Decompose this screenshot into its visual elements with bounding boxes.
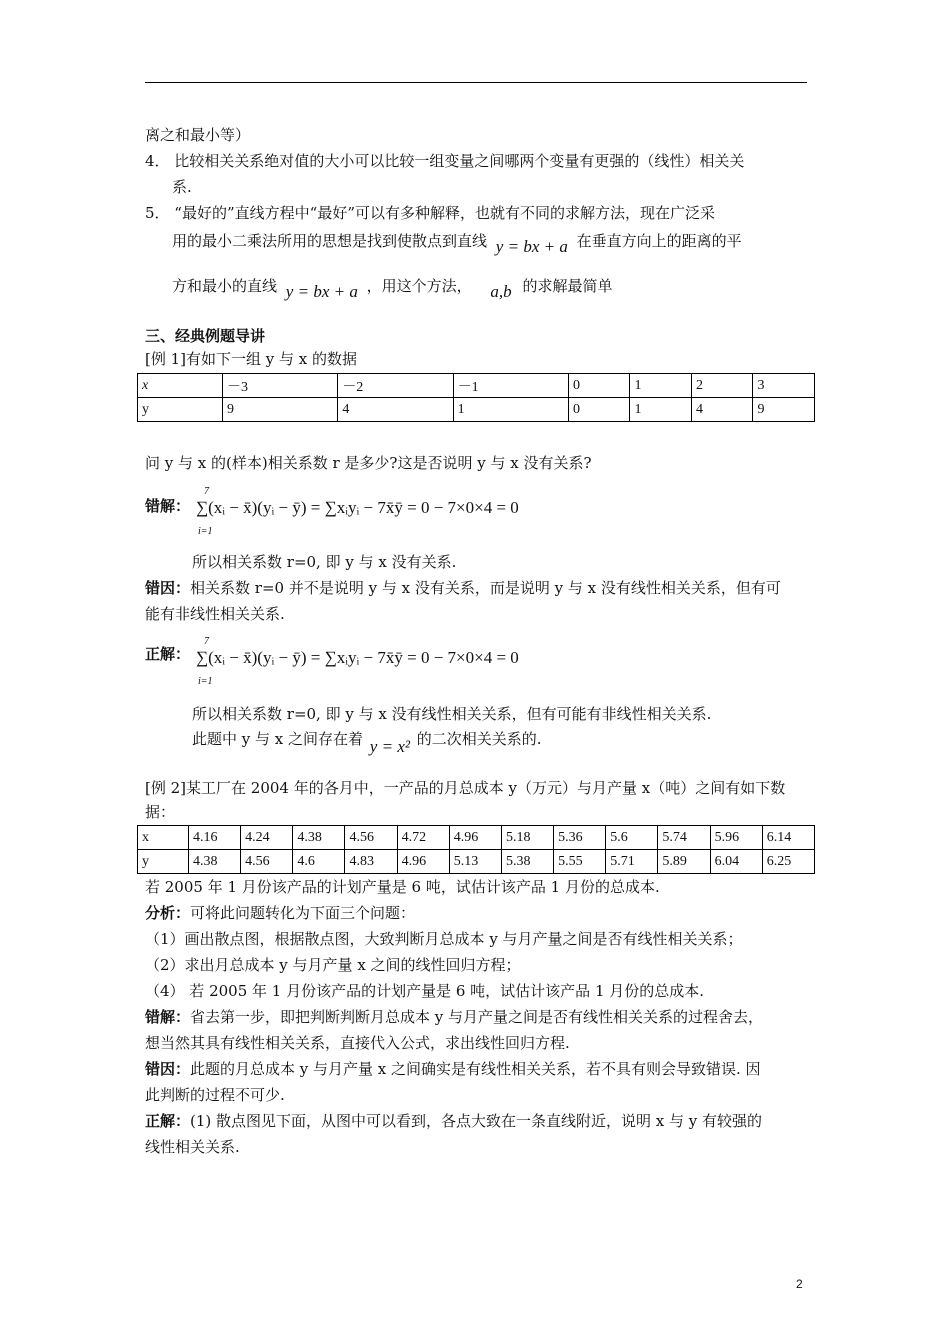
cause-text-2: 此题的月总成本 y 与月产量 x 之间确实是有线性相关关系，若不具有则会导致错误. 因 bbox=[190, 1060, 761, 1078]
step-1: （1）画出散点图，根据散点图，大致判断月总成本 y 与月产量之间是否有线性相关关系； bbox=[145, 930, 743, 948]
item-5-text-b: 在垂直方向上的距离的平 bbox=[576, 232, 742, 250]
correct-conclusion-text-b: 的二次相关关系的. bbox=[416, 730, 542, 748]
table-cell: 4.56 bbox=[241, 850, 293, 874]
example-1-text: 有如下一组 y 与 x 的数据 bbox=[186, 350, 358, 368]
correct-conclusion-2 bbox=[192, 729, 542, 756]
example-2-text: 某工厂在 2004 年的各月中，一产品的月总成本 y（万元）与月产量 x（吨）之间有如下数 bbox=[186, 779, 786, 797]
table-cell: －2 bbox=[338, 374, 453, 398]
table-cell: 5.13 bbox=[449, 850, 501, 874]
table-cell: 5.36 bbox=[554, 826, 606, 850]
example-1-question: 问 y 与 x 的(样本)相关系数 r 是多少?这是否说明 y 与 x 没有关系? bbox=[145, 454, 592, 472]
table-cell: 4.96 bbox=[397, 850, 449, 874]
analysis-line bbox=[145, 903, 415, 923]
example-2-tag: [例 2] bbox=[145, 779, 187, 797]
table-cell: 4.16 bbox=[189, 826, 241, 850]
table-cell: 4.72 bbox=[397, 826, 449, 850]
cause-label-2: 错因： bbox=[145, 1060, 191, 1078]
correct-2-line-1 bbox=[145, 1111, 762, 1131]
correct-label-2: 正解： bbox=[145, 1112, 191, 1130]
table-cell: 2 bbox=[691, 374, 753, 398]
table-cell: 1 bbox=[630, 398, 692, 422]
table-cell: 4.38 bbox=[293, 826, 345, 850]
correct-conclusion-1: 所以相关系数 r=0, 即 y 与 x 没有线性相关关系，但有可能有非线性相关关系. bbox=[192, 705, 712, 723]
table-cell: 1 bbox=[453, 398, 568, 422]
table-cell: y bbox=[138, 850, 189, 874]
table-cell: 4.24 bbox=[241, 826, 293, 850]
correct-conclusion-text-a: 此题中 y 与 x 之间存在着 bbox=[192, 730, 364, 748]
cause-2-line-1 bbox=[145, 1059, 761, 1079]
item-5-line-2 bbox=[172, 231, 742, 256]
example-2-table bbox=[137, 825, 815, 874]
table-cell: 0 bbox=[568, 374, 630, 398]
table-cell: 4.56 bbox=[345, 826, 397, 850]
header-rule bbox=[145, 82, 807, 83]
table-cell: y bbox=[138, 398, 223, 422]
table-row bbox=[138, 398, 815, 422]
cause-2-line-2: 此判断的过程不可少. bbox=[145, 1086, 285, 1104]
analysis-text: 可将此问题转化为下面三个问题： bbox=[190, 904, 416, 922]
analysis-label: 分析： bbox=[145, 904, 191, 922]
table-row bbox=[138, 374, 815, 398]
table-cell: 9 bbox=[753, 398, 815, 422]
table-cell: 1 bbox=[630, 374, 692, 398]
table-cell: －1 bbox=[453, 374, 568, 398]
table-cell: 5.38 bbox=[501, 850, 553, 874]
item-5-text-c: 方和最小的直线 bbox=[172, 277, 278, 295]
table-cell: 4.38 bbox=[189, 850, 241, 874]
item-5-text-e: 的求解最简单 bbox=[522, 277, 613, 295]
table-cell: 5.18 bbox=[501, 826, 553, 850]
table-cell: 0 bbox=[568, 398, 630, 422]
sum-lower-limit: i=1 bbox=[198, 526, 213, 537]
item-5-text-d: ，用这个方法， bbox=[366, 277, 472, 295]
wrong-conclusion: 所以相关系数 r=0, 即 y 与 x 没有关系. bbox=[192, 553, 457, 571]
table-cell: 4 bbox=[338, 398, 453, 422]
step-4: （4） 若 2005 年 1 月份该产品的计划产量是 6 吨，试估计该产品 1 月份的总成本. bbox=[145, 982, 705, 1000]
item-4-line-1: 4． 比较相关关系绝对值的大小可以比较一组变量之间哪两个变量有更强的（线性）相关关 bbox=[145, 152, 745, 170]
item-5-line-1: 5． “最好的”直线方程中“最好”可以有多种解释，也就有不同的求解方法，现在广泛采 bbox=[145, 204, 715, 222]
item-5-text-a: 用的最小二乘法所用的思想是找到使散点到直线 bbox=[172, 232, 488, 250]
step-2: （2）求出月总成本 y 与月产量 x 之间的线性回归方程； bbox=[145, 956, 521, 974]
item-5-line-3 bbox=[172, 276, 613, 301]
page-number: 2 bbox=[796, 1277, 803, 1291]
table-cell: 9 bbox=[223, 398, 338, 422]
table-cell: －3 bbox=[223, 374, 338, 398]
table-cell: 5.71 bbox=[606, 850, 658, 874]
example-1-tag: [例 1] bbox=[145, 350, 187, 368]
line-equation-2: y = bx + a bbox=[285, 282, 358, 301]
example-2-title-line-2: 据： bbox=[145, 803, 176, 821]
example-1-table bbox=[137, 373, 815, 422]
table-cell: 5.55 bbox=[554, 850, 606, 874]
quadratic-equation: y = x² bbox=[369, 737, 410, 756]
correlation-formula: ∑(xᵢ − x̄)(yᵢ − ȳ) = ∑xᵢyᵢ − 7x̄ȳ = 0 − 7×0×4 = 0 bbox=[196, 648, 519, 667]
cause-label-1: 错因： bbox=[145, 579, 191, 597]
section-3-heading: 三、经典例题导讲 bbox=[145, 327, 266, 345]
table-cell: 6.25 bbox=[762, 850, 814, 874]
table-cell: 4.96 bbox=[449, 826, 501, 850]
table-cell: 4.83 bbox=[345, 850, 397, 874]
line-equation-1: y = bx + a bbox=[495, 237, 568, 256]
wrong-text-2: 省去第一步，即把判断判断月总成本 y 与月产量之间是否有线性相关关系的过程舍去， bbox=[190, 1008, 764, 1026]
table-cell: 5.96 bbox=[710, 826, 762, 850]
sum-upper-limit: 7 bbox=[204, 486, 209, 497]
cause-line-1 bbox=[145, 578, 781, 598]
table-cell: 6.04 bbox=[710, 850, 762, 874]
correct-2-line-2: 线性相关关系. bbox=[145, 1138, 240, 1156]
table-cell: 5.89 bbox=[658, 850, 710, 874]
cause-line-2: 能有非线性相关关系. bbox=[145, 605, 285, 623]
table-cell: 3 bbox=[753, 374, 815, 398]
wrong-label-2: 错解： bbox=[145, 1008, 191, 1026]
sum-lower-limit: i=1 bbox=[198, 676, 213, 687]
wrong-line-2: 想当然其具有线性相关关系，直接代入公式，求出线性回归方程. bbox=[145, 1034, 570, 1052]
example-2-question: 若 2005 年 1 月份该产品的计划产量是 6 吨，试估计该产品 1 月份的总成本. bbox=[145, 878, 660, 896]
table-cell: x bbox=[138, 374, 223, 398]
wrong-line-1 bbox=[145, 1007, 763, 1027]
wrong-solution-label-1: 错解： bbox=[145, 497, 191, 515]
correct-text-2: (1) 散点图见下面，从图中可以看到，各点大致在一条直线附近，说明 x 与 y 有较强的 bbox=[190, 1112, 763, 1130]
example-1-title bbox=[145, 349, 357, 369]
table-row bbox=[138, 826, 815, 850]
table-cell: 4 bbox=[691, 398, 753, 422]
example-2-title-line-1 bbox=[145, 778, 785, 798]
intro-line-cont: 离之和最小等） bbox=[145, 126, 251, 144]
sum-upper-limit: 7 bbox=[204, 636, 209, 647]
table-cell: x bbox=[138, 826, 189, 850]
correlation-formula: ∑(xᵢ − x̄)(yᵢ − ȳ) = ∑xᵢyᵢ − 7x̄ȳ = 0 − 7×0×4 = 0 bbox=[196, 498, 519, 517]
table-cell: 4.6 bbox=[293, 850, 345, 874]
item-4-line-2: 系. bbox=[172, 178, 192, 196]
cause-text-1: 相关系数 r=0 并不是说明 y 与 x 没有关系，而是说明 y 与 x 没有线性相关关系，但有可 bbox=[190, 579, 781, 597]
correct-solution-label-1: 正解： bbox=[145, 645, 191, 663]
table-cell: 5.6 bbox=[606, 826, 658, 850]
table-cell: 5.74 bbox=[658, 826, 710, 850]
table-cell: 6.14 bbox=[762, 826, 814, 850]
table-row bbox=[138, 850, 815, 874]
ab-variables: a,b bbox=[490, 282, 512, 301]
